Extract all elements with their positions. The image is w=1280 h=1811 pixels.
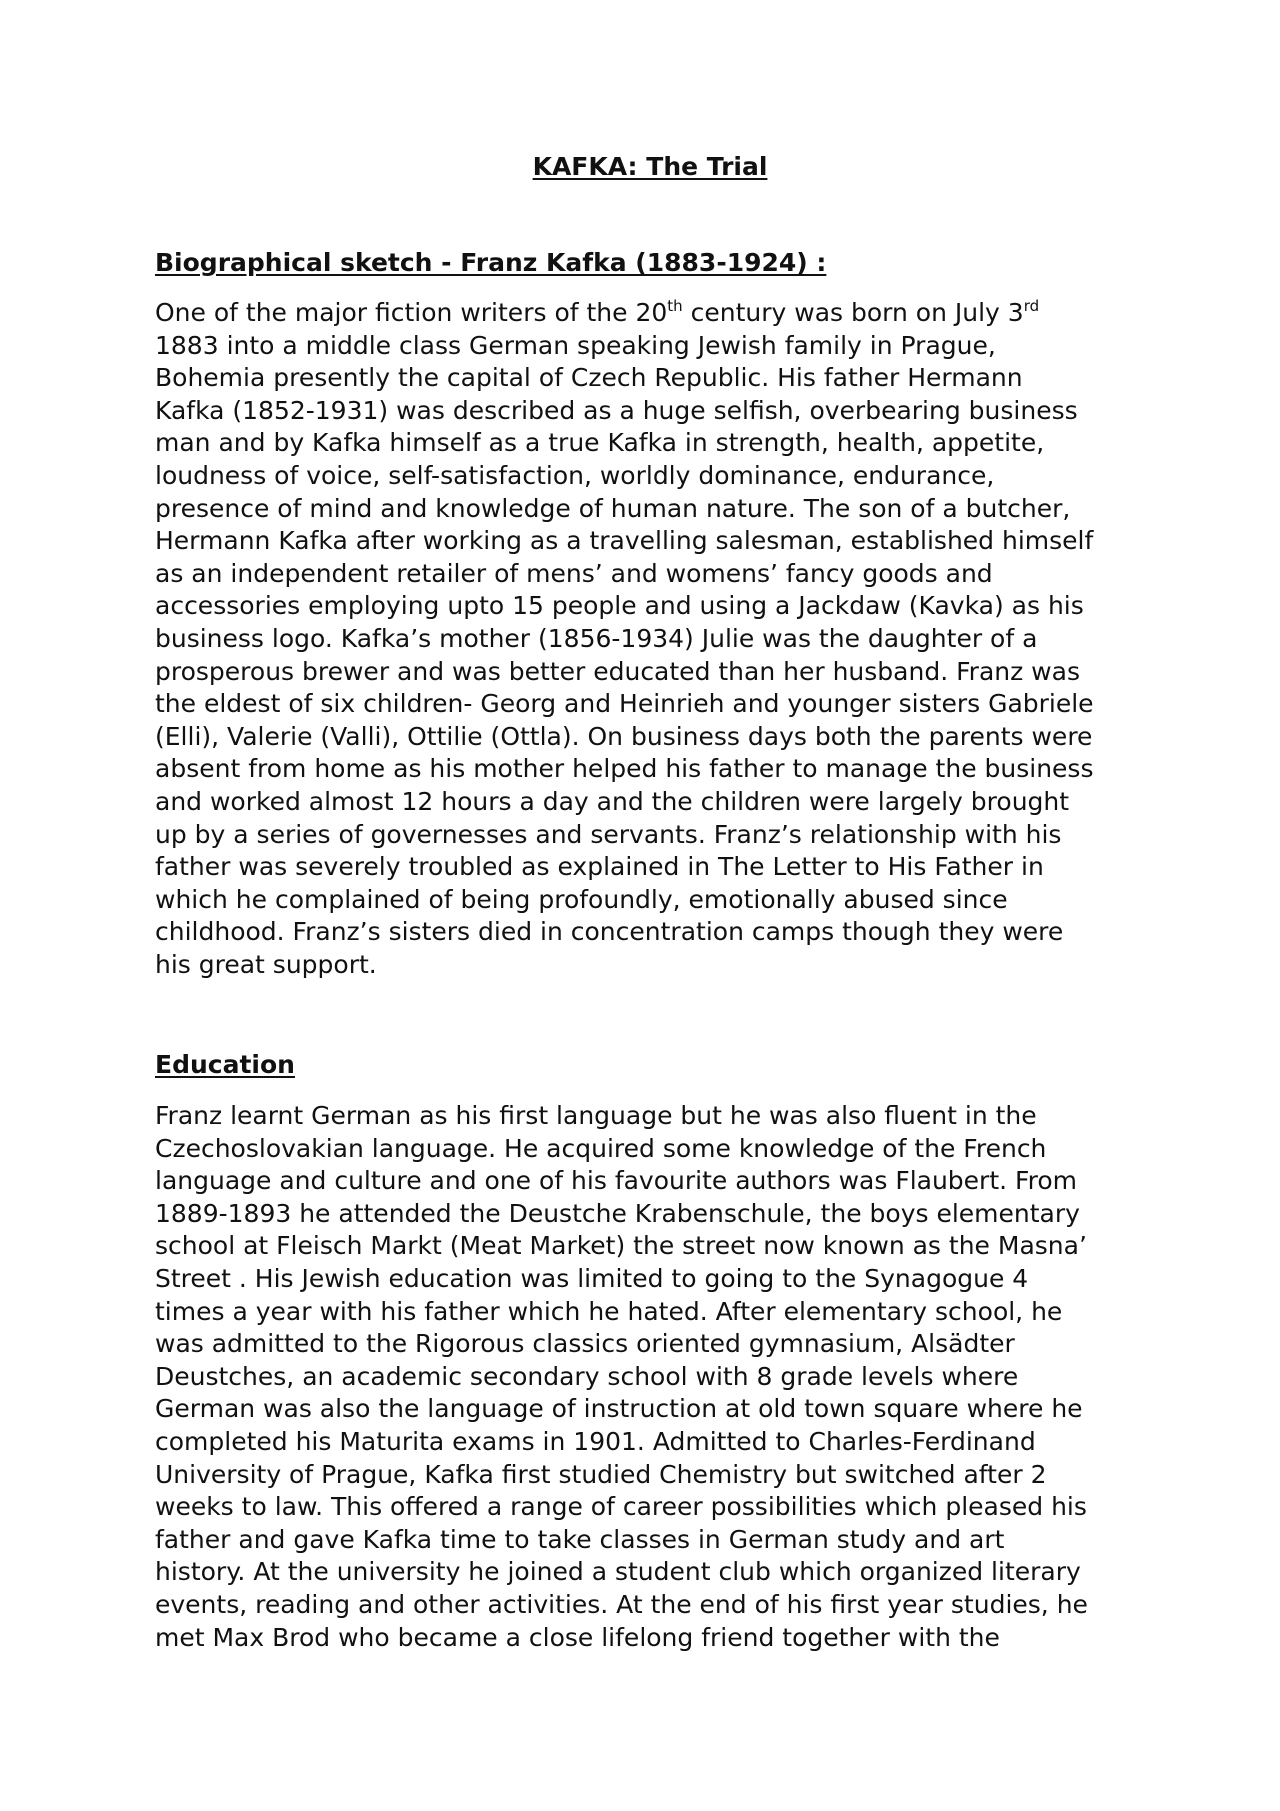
- biography-line: (Elli), Valerie (Valli), Ottilie (Ottla). On business days both the parents were: [155, 721, 1093, 751]
- education-line: events, reading and other activities. At the end of his first year studies, he: [155, 1589, 1088, 1619]
- education-line: Czechoslovakian language. He acquired some knowledge of the French: [155, 1133, 1047, 1163]
- biography-line: presence of mind and knowledge of human nature. The son of a butcher,: [155, 493, 1071, 523]
- education-line: Franz learnt German as his first language but he was also fluent in the: [155, 1101, 1037, 1130]
- education-line: completed his Maturita exams in 1901. Admitted to Charles-Ferdinand: [155, 1426, 1036, 1456]
- biography-line: prosperous brewer and was better educated than her husband. Franz was: [155, 656, 1080, 686]
- education-line: was admitted to the Rigorous classics oriented gymnasium, Alsädter: [155, 1329, 1015, 1359]
- biography-line: 1883 into a middle class German speaking Jewish family in Prague,: [155, 330, 996, 360]
- biography-paragraph: [155, 297, 1145, 981]
- education-line: 1889-1893 he attended the Deustche Krabenschule, the boys elementary: [155, 1198, 1080, 1228]
- biography-line: Hermann Kafka after working as a travelling salesman, established himself: [155, 526, 1094, 556]
- biography-line: absent from home as his mother helped his father to manage the business: [155, 754, 1094, 784]
- education-line: father and gave Kafka time to take classes in German study and art: [155, 1524, 1005, 1554]
- biography-line: One of the major fiction writers of the 20th century was born on July 3rd: [155, 297, 1040, 327]
- biography-line: business logo. Kafka’s mother (1856-1934) Julie was the daughter of a: [155, 623, 1038, 653]
- biography-line: childhood. Franz’s sisters died in concentration camps though they were: [155, 917, 1064, 947]
- education-line: times a year with his father which he hated. After elementary school, he: [155, 1296, 1063, 1326]
- biography-line: Kafka (1852-1931) was described as a huge selfish, overbearing business: [155, 395, 1078, 425]
- education-line: history. At the university he joined a student club which organized literary: [155, 1557, 1081, 1587]
- biography-line: loudness of voice, self-satisfaction, worldly dominance, endurance,: [155, 460, 995, 490]
- biography-line: the eldest of six children- Georg and Heinrieh and younger sisters Gabriele: [155, 689, 1094, 719]
- education-line: school at Fleisch Markt (Meat Market) the street now known as the Masna’: [155, 1231, 1087, 1261]
- biography-line: which he complained of being profoundly, emotionally abused since: [155, 884, 1008, 914]
- biography-heading: Biographical sketch - Franz Kafka (1883-1924) :: [155, 248, 827, 277]
- biography-line: and worked almost 12 hours a day and the children were largely brought: [155, 786, 1070, 816]
- education-line: language and culture and one of his favourite authors was Flaubert. From: [155, 1166, 1077, 1196]
- biography-line: father was severely troubled as explained in The Letter to His Father in: [155, 852, 1044, 882]
- education-line: weeks to law. This offered a range of career possibilities which pleased his: [155, 1492, 1087, 1522]
- biography-line: man and by Kafka himself as a true Kafka in strength, health, appetite,: [155, 428, 1045, 458]
- education-line: met Max Brod who became a close lifelong friend together with the: [155, 1622, 1000, 1652]
- education-line: German was also the language of instruction at old town square where he: [155, 1394, 1083, 1424]
- education-line: Street . His Jewish education was limited to going to the Synagogue 4: [155, 1263, 1029, 1293]
- biography-line: his great support.: [155, 949, 377, 979]
- biography-line: as an independent retailer of mens’ and womens’ fancy goods and: [155, 558, 993, 588]
- education-line: Deustches, an academic secondary school with 8 grade levels where: [155, 1361, 1019, 1391]
- education-heading: Education: [155, 1050, 295, 1079]
- education-paragraph: [155, 1100, 1145, 1654]
- education-line: University of Prague, Kafka first studied Chemistry but switched after 2: [155, 1459, 1047, 1489]
- biography-line: accessories employing upto 15 people and using a Jackdaw (Kavka) as his: [155, 591, 1084, 621]
- document-title: KAFKA: The Trial: [532, 152, 768, 181]
- biography-line: Bohemia presently the capital of Czech Republic. His father Hermann: [155, 363, 1023, 393]
- biography-line: up by a series of governesses and servants. Franz’s relationship with his: [155, 819, 1062, 849]
